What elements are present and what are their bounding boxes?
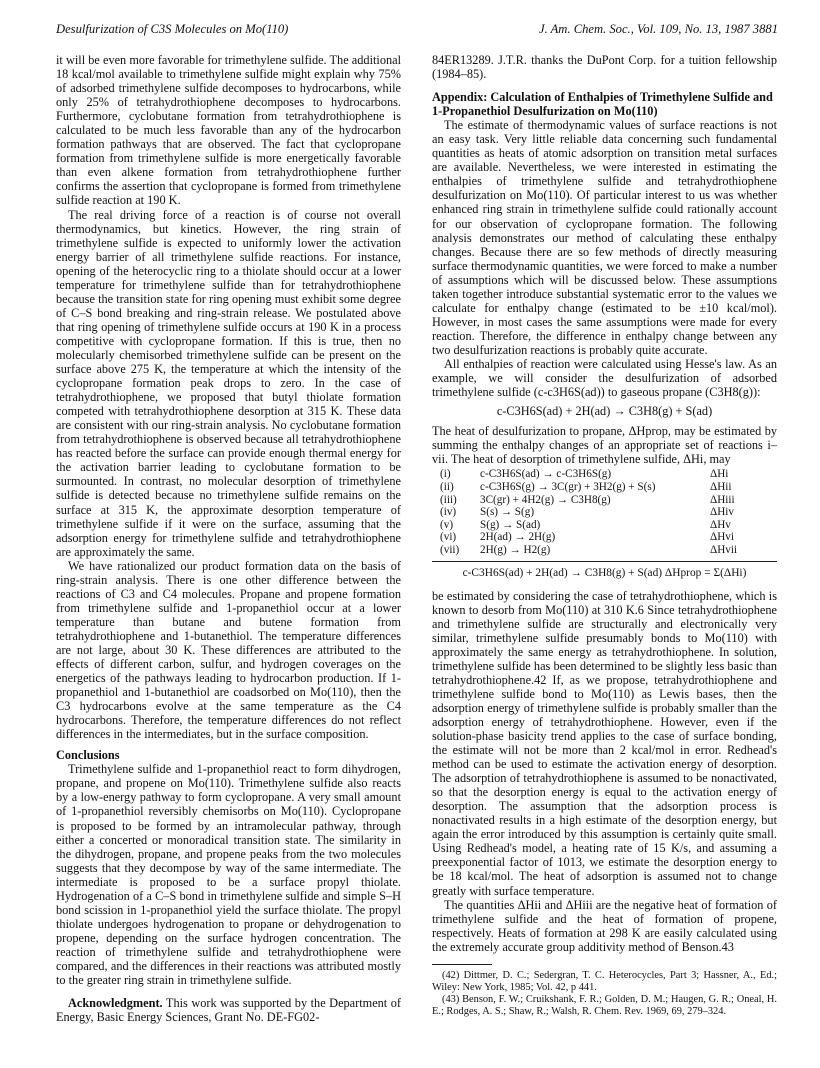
left-column (56, 53, 401, 1024)
footnote: (43) Benson, F. W.; Cruikshank, F. R.; Golden, D. M.; Haugen, G. R.; Oneal, H. E.; Rodges, A. S.; Shaw, R.; Walsh, R. Chem. Rev. 1969, 69, 279–324. (432, 993, 777, 1017)
footnote: (42) Dittmer, D. C.; Sedergran, T. C. Heterocycles, Part 3; Hassner, A., Ed.; Wiley: New York, 1985; Vol. 42, p 441. (432, 969, 777, 993)
paragraph: be estimated by considering the case of tetrahydrothiophene, which is known to desorb from Mo(110) at 310 K.6 Since tetrahydrothiophene and trimethylene sulfide are structurally and electronically very similar, trimethylene sulfide presumably bonds to Mo(110) with approximately the same energy as tetrahydrothiophene. In solution, trimethylene sulfide has been determined to be slightly less basic than tetrahydrothiophene.42 If, as we propose, tetrahydrothiophene and trimethylene sulfide bond to Mo(110) as Lewis bases, then the adsorption energy of trimethylene sulfide is probably smaller than the adsorption energy of tetrahydrothiophene. However, even if the solution-phase basicity trend applies to the case of surface bonding, the estimate will not be more than 2 kcal/mol in error. Redhead's method can be used to estimate the activation energy of desorption. The adsorption of tetrahydrothiophene is assumed to be nonactivated, so that the desorption energy is equal to the activation energy of desorption. The assumption that the adsorption process is nonactivated results in a high estimate of the desorption energy, but again the error introduced by this assumption is certainly quite small. Using Redhead's model, a heating rate of 15 K/s, and assuming a preexponential factor of 1013, we estimate the desorption energy to be 18 kcal/mol. The heat of adsorption is assumed not to change greatly with surface temperature. (432, 588, 777, 898)
sum-equation: c-C3H6S(ad) + 2H(ad) → C3H8(g) + S(ad) ΔHprop = Σ(ΔHi) (432, 561, 777, 580)
reaction-row: (v) S(g) → S(ad) ΔHv (440, 518, 731, 531)
acknowledgment (56, 996, 401, 1024)
running-header-title: Desulfurization of C3S Molecules on Mo(110) (56, 22, 289, 36)
section-heading-conclusions: Conclusions (56, 748, 120, 763)
footnote-divider (432, 964, 492, 965)
reaction-table (440, 468, 741, 556)
reaction-row: (i) c-C3H6S(ad) → c-C3H6S(g) ΔHi (440, 468, 729, 481)
paragraph: it will be even more favorable for trimethylene sulfide. The additional 18 kcal/mol available to trimethylene sulfide might explain why 75% of adsorbed trimethylene sulfide decomposes to hydrocarbons, while only 25% of tetrahydrothiophene decomposes to hydrocarbons. Furthermore, cyclobutane formation from tetrahydrothiophene is calculated to be much less favorable than any of the hydrocarbon formation pathways that are observed. The fact that cyclopropane formation from trimethylene sulfide is more energetically favorable than even alkene formation from tetrahydrothiophene further confirms the assertion that cyclopropane is formed from trimethylene sulfide reaction at 190 K. (56, 53, 401, 208)
paragraph: The real driving force of a reaction is of course not overall thermodynamics, but kinetics. However, the ring strain of trimethylene sulfide is expected to uniformly lower the activation energy barrier of all trimethylene sulfide reactions. For instance, opening of the heterocyclic ring to a thiolate should occur at a lower temperature for trimethylene sulfide than for tetrahydrothiophene because the transition state for ring opening must exhibit some degree of C–S bond breaking and ring-strain release. We postulated above that ring opening of trimethylene sulfide occurs at 190 K in a process competitive with cyclopropane formation. If this is true, then no molecularly chemisorbed trimethylene sulfide can be present on the surface above 275 K, the temperature at which the intensity of the cyclopropane formation peak drops to zero. In the case of tetrahydrothiophene, we proposed that butyl thiolate formation competed with tetrahydrothiophene desorption at 315 K. These data are consistent with our ring-strain analysis. No cyclobutane formation from tetrahydrothiophene is observed because all tetrahydrothiophene has reacted before the surface can provide enough thermal energy for the activation barrier leading to cyclobutane formation to be surmounted. In contrast, no molecular desorption of trimethylene sulfide is detected because no trimethylene sulfide remains on the surface at 315 K, the approximate desorption temperature of trimethylene sulfide if it were on the surface, assuming that the adsorption energy for trimethylene sulfide and tetrahydrothiophene are approximately the same. (56, 207, 401, 559)
acknowledgment-text: This work was supported by the Department of Energy, Basic Energy Sciences, Grant No. DE-FG02- (56, 996, 401, 1025)
paragraph: The heat of desulfurization to propane, ΔHprop, may be estimated by summing the enthalpy changes of an appropriate set of reactions i–vii. The heat of desorption of trimethylene sulfide, ΔHi, may (432, 424, 777, 467)
section-heading-appendix: Appendix: Calculation of Enthalpies of Trimethylene Sulfide and 1-Propanethiol Desulfurization on Mo(110) (432, 90, 773, 119)
paragraph: The quantities ΔHii and ΔHiii are the negative heat of formation of trimethylene sulfide and the heat of formation of propene, respectively. Heats of formation at 298 K are easily calculated using the extremely accurate group additivity method of Benson.43 (432, 897, 777, 954)
paragraph: We have rationalized our product formation data on the basis of ring-strain analysis. There is one other difference between the reactions of C3 and C4 molecules. Propane and propene formation from trimethylene sulfide and 1-propanethiol occur at a lower temperature than butane and butene formation from tetrahydrothiophene and 1-butanethiol. The temperature differences are not large, about 30 K. These differences are attributed to the effects of different carbon, sulfur, and hydrogen coverages on the energetics of the pathways leading to hydrocarbon production. If 1-propanethiol and 1-butanethiol are coadsorbed on Mo(110), then the C3 hydrocarbons evolve at the same temperature as the C4 hydrocarbons. Therefore, the temperature differences do not reflect differences in the intermediates, but in the surface composition. (56, 558, 401, 742)
reaction-row: (ii) c-C3H6S(g) → 3C(gr) + 3H2(g) + S(s) ΔHii (440, 480, 732, 493)
paragraph: All enthalpies of reaction were calculated using Hesse's law. As an example, we will consider the desulfurization of adsorbed trimethylene sulfide (c-c3H6S(ad)) to gaseous propane (C3H8(g)): (432, 356, 777, 400)
equation: c-C3H6S(ad) + 2H(ad) → C3H8(g) + S(ad) (496, 404, 713, 419)
acknowledgment-continued: 84ER13289. J.T.R. thanks the DuPont Corp. for a tuition fellowship (1984–85). (432, 53, 777, 82)
acknowledgment-label: Acknowledgment. (68, 996, 163, 1011)
reaction-row: (iii) 3C(gr) + 4H2(g) → C3H8(g) ΔHiii (440, 493, 735, 506)
paragraph: The estimate of thermodynamic values of surface reactions is not an easy task. Very little reliable data concerning such fundamental quantities as heats of atomic adsorption on transition metal surfaces are available. Nevertheless, we were interested in estimating the enthalpies of trimethylene sulfide and tetrahydrothiophene desulfurization on Mo(110). Of particular interest to us was whether enhanced ring strain in trimethylene sulfide could rationally account for our observation of cyclopropane formation. The following analysis demonstrates our method of calculating these enthalpy changes. Because there are so few methods of directly measuring surface thermodynamic quantities, we were forced to make a number of assumptions which will be discussed below. These assumptions taken together introduce substantial systematic error to the values we calculate for enthalpy change (estimated to be ±10 kcal/mol). However, in most cases the same assumptions were made for every reaction. Therefore, the difference in enthalpy change between any two desulfurization reactions is probably quite accurate. (432, 118, 777, 357)
reaction-row: (iv) S(s) → S(g) ΔHiv (440, 506, 734, 519)
reaction-row: (vi) 2H(ad) → 2H(g) ΔHvi (440, 531, 734, 544)
running-header-journal: J. Am. Chem. Soc., Vol. 109, No. 13, 1987 3881 (538, 22, 778, 36)
reaction-row: (vii) 2H(g) → H2(g) ΔHvii (440, 543, 738, 556)
right-column (432, 53, 777, 1018)
paragraph: Trimethylene sulfide and 1-propanethiol react to form dihydrogen, propane, and propene on Mo(110). Trimethylene sulfide also reacts by a low-energy pathway to form cyclopropane. A very small amount of 1-propanethiol reversibly chemisorbs on Mo(110). Cyclopropane is proposed to be formed by an intramolecular pathway, through either a concerted or monoradical transition state. The similarity in the dihydrogen, propane, and propene peaks from the two molecules suggests that they decompose by way of the same intermediate. The intermediate is proposed to be a surface propyl thiolate. Hydrogenation of a C–S bond in trimethylene sulfide and simple S–H bond scission in 1-propanethiol yield the surface thiolate. The propyl thiolate undergoes hydrogenation to propane or dehydrogenation to propene, depending on the surface hydrogen concentration. The reaction of trimethylene sulfide and tetrahydrothiophene were compared, and the differences in their reactions was attributed mostly to the greater ring strain in trimethylene sulfide. (56, 762, 401, 988)
